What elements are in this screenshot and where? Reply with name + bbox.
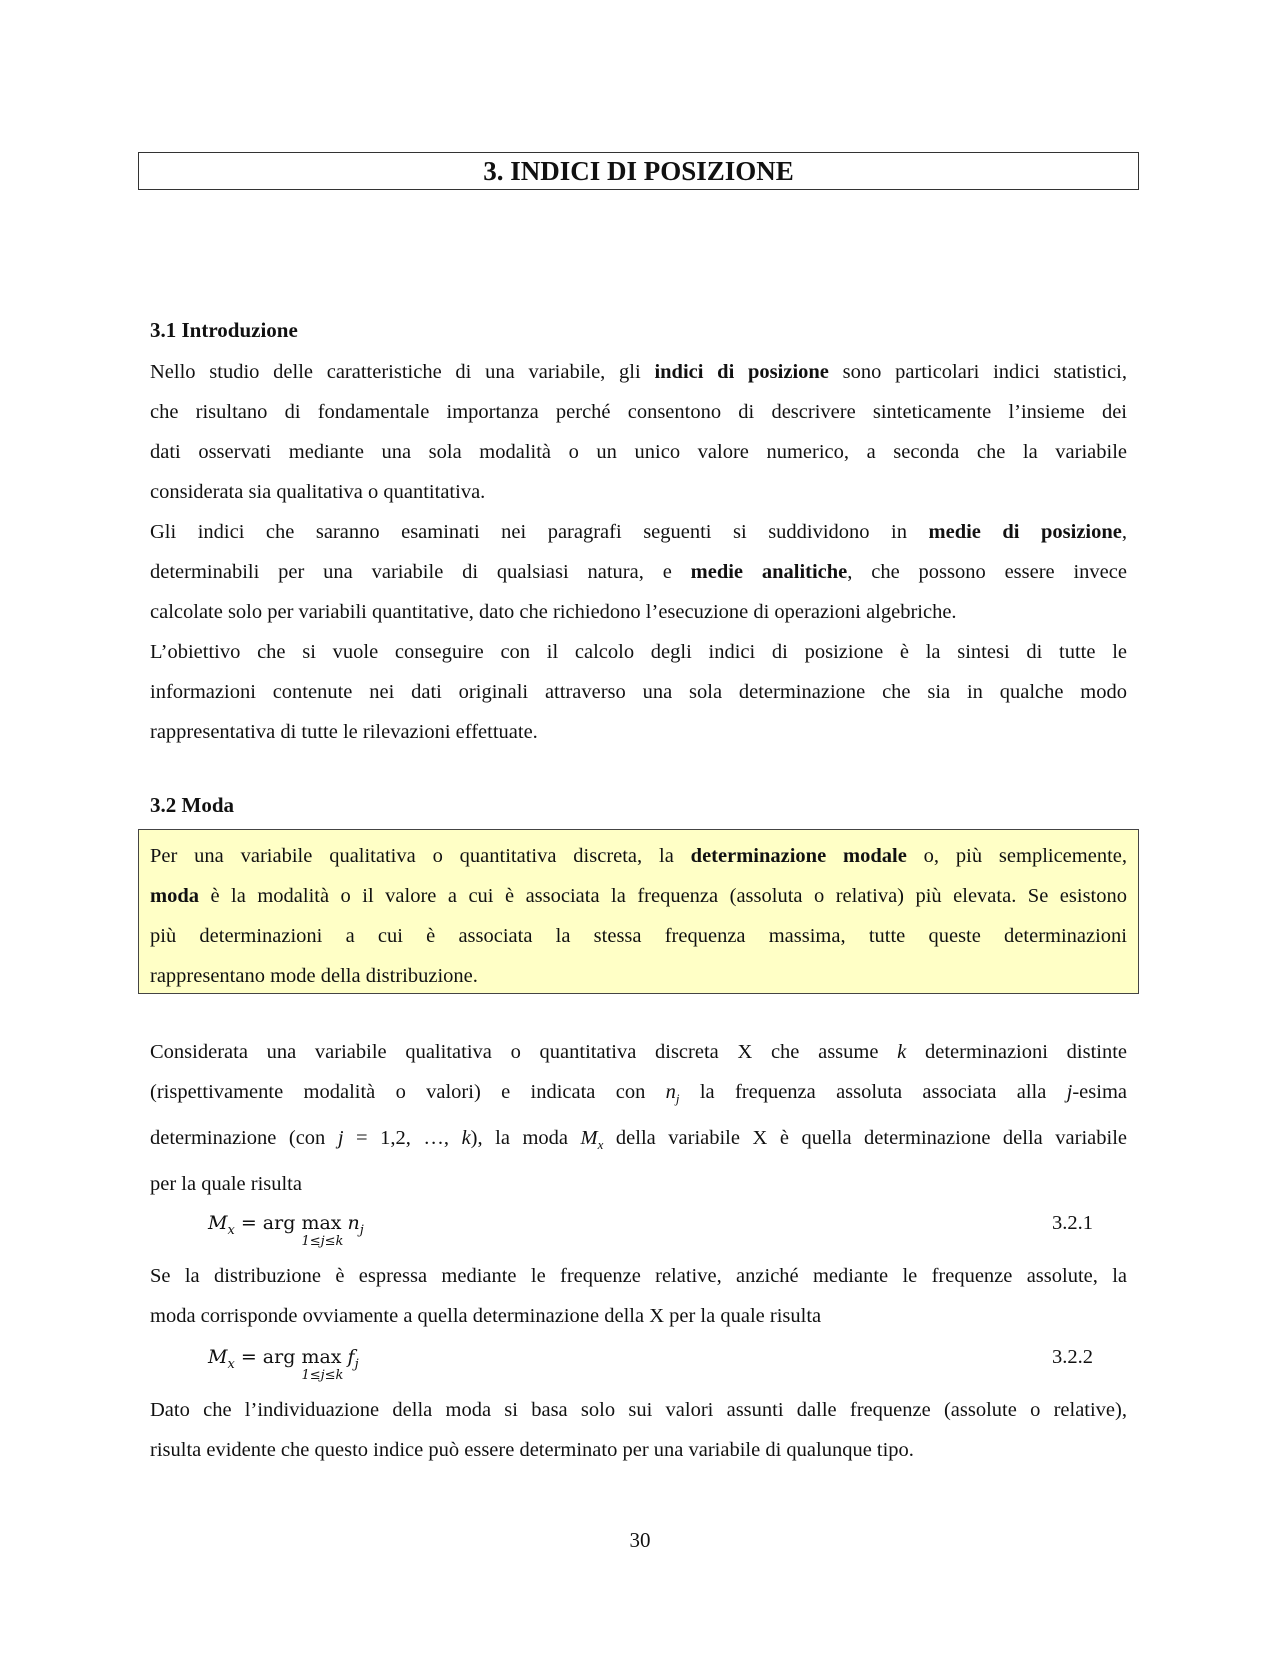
text-line: informazioni contenute nei dati originali attraverso una sola determinazione che sia in qualche modo xyxy=(150,681,1127,703)
definition-box xyxy=(138,829,1139,994)
text-line: moda è la modalità o il valore a cui è associata la frequenza (assoluta o relativa) più elevata. Se esistono xyxy=(150,885,1127,907)
text-line: Se la distribuzione è espressa mediante le frequenze relative, anziché mediante le frequenze assolute, la xyxy=(150,1265,1127,1287)
text-line: rappresentativa di tutte le rilevazioni effettuate. xyxy=(150,721,538,743)
text-line: più determinazioni a cui è associata la stessa frequenza massima, tutte queste determinazioni xyxy=(150,925,1127,947)
text-line: Nello studio delle caratteristiche di una variabile, gli indici di posizione sono particolari indici statistici, xyxy=(150,361,1127,383)
equation-number: 3.2.1 xyxy=(1052,1212,1093,1234)
section-heading-moda: 3.2 Moda xyxy=(150,793,234,817)
equation-number: 3.2.2 xyxy=(1052,1346,1093,1368)
text-line: calcolate solo per variabili quantitative, dato che richiedono l’esecuzione di operazioni algebriche. xyxy=(150,601,957,623)
page-number: 30 xyxy=(629,1528,651,1552)
formula-3-2-1: $M_x$ = arg max 1≤j≤k $n_j$ xyxy=(208,1212,364,1249)
moda-paragraph-2 xyxy=(150,1256,1127,1336)
text-line: rappresentano mode della distribuzione. xyxy=(150,965,478,987)
text-line: Per una variabile qualitativa o quantitativa discreta, la determinazione modale o, più semplicemente, xyxy=(150,845,1127,867)
text-line: moda corrisponde ovviamente a quella determinazione della X per la quale risulta xyxy=(150,1305,822,1327)
text-line: considerata sia qualitativa o quantitativa. xyxy=(150,481,486,503)
text-line: (rispettivamente modalità o valori) e indicata con $n_j$ la frequenza assoluta associata alla j-esima xyxy=(150,1081,1128,1107)
text-line: determinazione (con j = 1,2, …, k), la moda $M_x$ della variabile X è quella determinazione della variabile xyxy=(150,1127,1128,1153)
moda-paragraph-3 xyxy=(150,1390,1127,1470)
text-line: L’obiettivo che si vuole conseguire con il calcolo degli indici di posizione è la sintesi di tutte le xyxy=(150,641,1127,663)
moda-paragraph-1 xyxy=(150,1032,1127,1204)
text-line: Considerata una variabile qualitativa o quantitativa discreta X che assume k determinazioni distinte xyxy=(150,1041,1127,1063)
section-heading-introduzione: 3.1 Introduzione xyxy=(150,318,298,342)
text-line: Gli indici che saranno esaminati nei paragrafi seguenti si suddividono in medie di posizione, xyxy=(150,521,1127,543)
text-line: determinabili per una variabile di qualsiasi natura, e medie analitiche, che possono essere invece xyxy=(150,561,1127,583)
definition-text xyxy=(150,836,1127,996)
text-line: Dato che l’individuazione della moda si basa solo sui valori assunti dalle frequenze (assolute o relative), xyxy=(150,1399,1127,1421)
text-line: che risultano di fondamentale importanza perché consentono di descrivere sinteticamente l’insieme dei xyxy=(150,401,1127,423)
text-line: dati osservati mediante una sola modalità o un unico valore numerico, a seconda che la variabile xyxy=(150,441,1127,463)
chapter-title: 3. INDICI DI POSIZIONE xyxy=(483,156,794,186)
text-line: risulta evidente che questo indice può essere determinato per una variabile di qualunque tipo. xyxy=(150,1439,914,1461)
text-line: per la quale risulta xyxy=(150,1173,302,1195)
intro-paragraphs xyxy=(150,352,1127,752)
formula-3-2-2: $M_x$ = arg max 1≤j≤k $f_j$ xyxy=(208,1346,359,1383)
chapter-title-box xyxy=(138,152,1139,190)
